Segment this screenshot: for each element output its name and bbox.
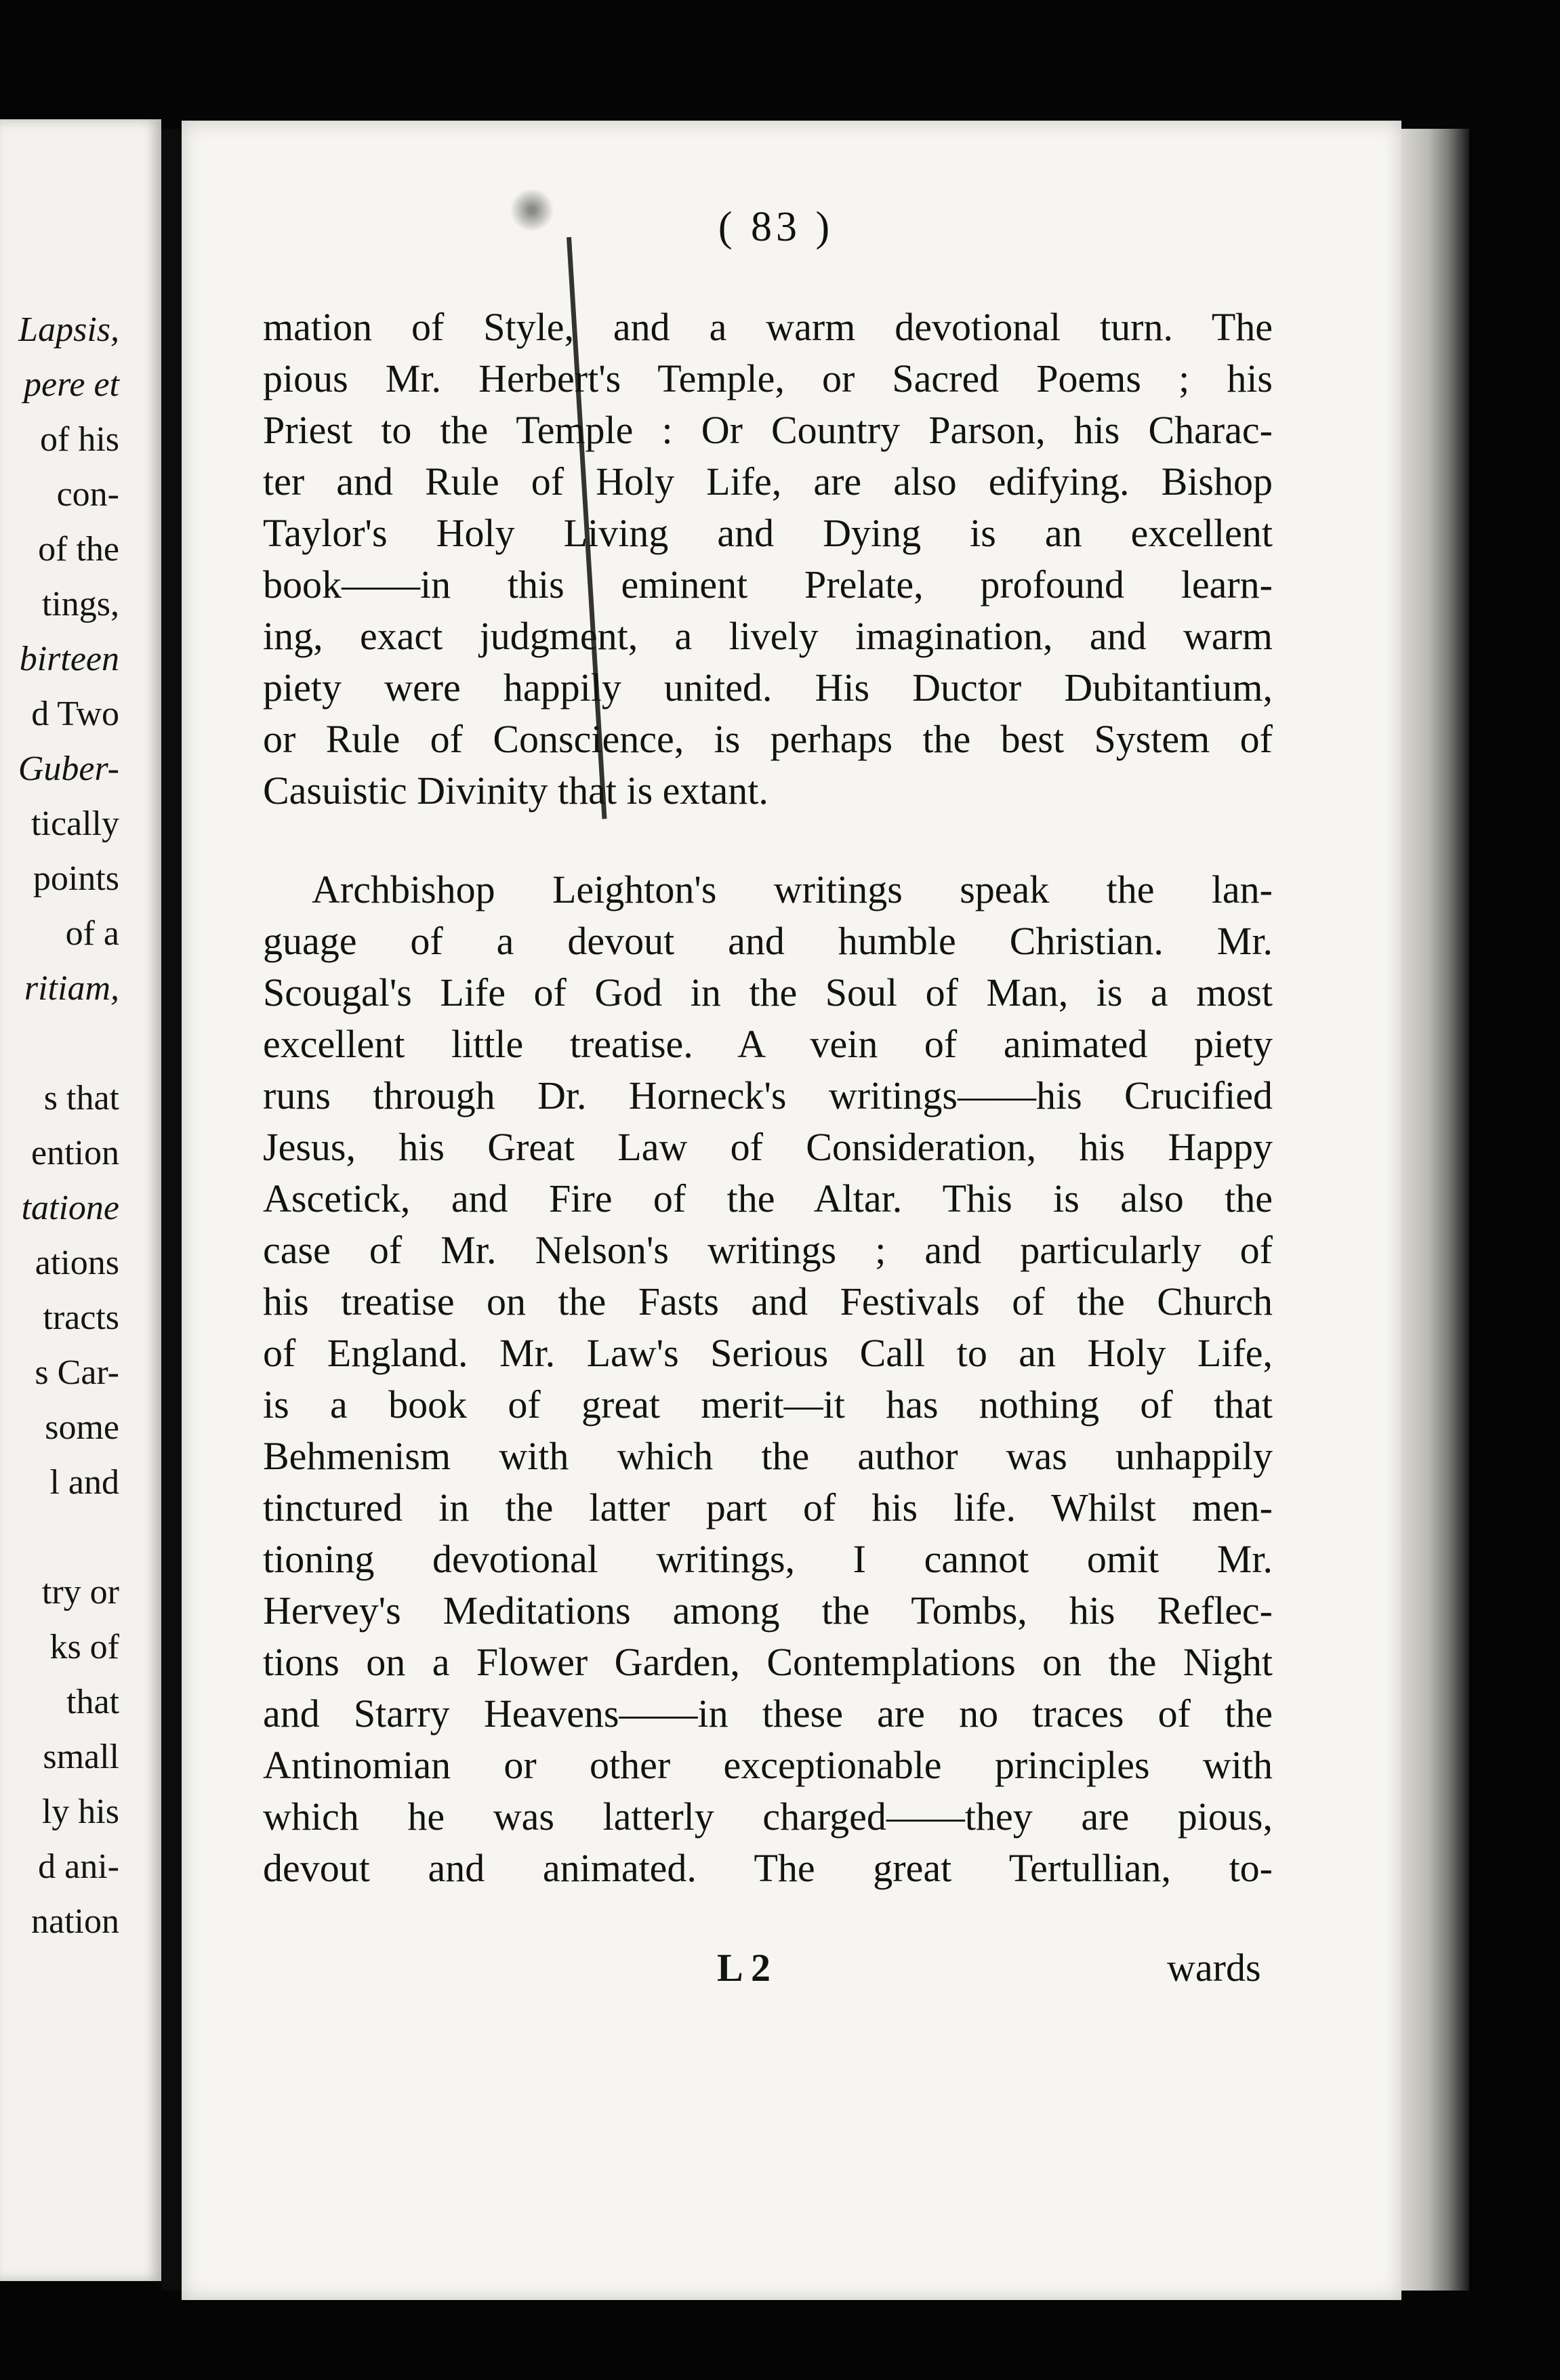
text-line: which he was latterly charged——they are pious, [263,1794,1273,1839]
text-line: Antinomian or other exceptionable principles with [263,1743,1273,1787]
paragraph-1 [263,302,1273,817]
ink-smudge [508,190,556,230]
left-line: birteen [19,640,119,678]
left-line [0,1510,161,1565]
left-line: l and [49,1463,119,1502]
left-line [0,1016,161,1071]
text-line: Behmenism with which the author was unhappily [263,1434,1273,1478]
left-line: some [45,1408,119,1447]
left-line: try or [41,1573,119,1612]
left-line: points [33,859,119,898]
text-line: ter and Rule of Holy Life, are also edifying. Bishop [263,459,1273,504]
left-line: ritiam, [24,969,119,1008]
left-line: tracts [43,1298,119,1337]
text-line: of England. Mr. Law's Serious Call to an Holy Life, [263,1331,1273,1375]
text-line: pious Mr. Herbert's Temple, or Sacred Poems ; his [263,356,1273,401]
left-line: Guber- [18,750,119,788]
text-line: ing, exact judgment, a lively imagination, and warm [263,614,1273,658]
text-line: mation of Style, and a warm devotional turn. The [263,305,1273,349]
left-line: of the [38,530,119,569]
left-line: ations [35,1244,119,1282]
text-line: Casuistic Divinity that is extant. [263,768,768,813]
left-line: con- [56,475,119,514]
text-line: or Rule of Conscience, is perhaps the best System of [263,717,1273,761]
left-line: tically [31,804,119,843]
left-line: s Car- [35,1353,119,1392]
text-line: case of Mr. Nelson's writings ; and particularly of [263,1228,1273,1272]
text-line: tions on a Flower Garden, Contemplations on the Night [263,1640,1273,1684]
left-line: ly his [41,1792,119,1831]
left-line: tatione [21,1189,119,1227]
catchword: wards [1167,1946,1261,1990]
text-line: runs through Dr. Horneck's writings——his Crucified [263,1073,1273,1117]
left-line: of a [65,914,119,953]
left-line: s that [43,1079,119,1117]
left-line: d ani- [38,1847,119,1886]
main-text-block [263,302,1273,1894]
text-line: tinctured in the latter part of his life. Whilst men- [263,1485,1273,1530]
left-line: that [66,1683,119,1721]
text-line: Priest to the Temple : Or Country Parson, his Charac- [263,408,1273,452]
page-number: ( 83 ) [718,204,834,250]
text-line: Taylor's Holy Living and Dying is an excellent [263,511,1273,555]
text-line: his treatise on the Fasts and Festivals of the Church [263,1279,1273,1324]
left-line: nation [31,1902,119,1941]
text-line: Scougal's Life of God in the Soul of Man, is a most [263,970,1273,1014]
left-line: tings, [41,585,119,623]
left-line: pere et [24,365,119,404]
text-line: is a book of great merit—it has nothing of that [263,1382,1273,1427]
page-edge [1401,129,1469,2291]
text-line: Hervey's Meditations among the Tombs, his Reflec- [263,1588,1273,1633]
signature-mark: L 2 [717,1946,771,1990]
text-line: devout and animated. The great Tertullian, to- [263,1846,1273,1890]
text-line: Ascetick, and Fire of the Altar. This is also the [263,1176,1273,1220]
text-line: book——in this eminent Prelate, profound learn- [263,562,1273,607]
left-line: Lapsis, [18,310,119,349]
left-page-fragment [0,119,161,2281]
left-line: small [43,1738,119,1776]
text-line: Jesus, his Great Law of Consideration, his Happy [263,1125,1273,1169]
paragraph-2 [263,864,1273,1894]
left-line: ks of [49,1628,119,1666]
text-line: piety were happily united. His Ductor Dubitantium, [263,665,1273,710]
left-line: ention [31,1134,119,1172]
left-line: of his [40,420,119,459]
left-line: d Two [31,695,119,733]
text-line: guage of a devout and humble Christian. Mr. [263,919,1273,963]
text-line: excellent little treatise. A vein of animated piety [263,1022,1273,1066]
text-line: Archbishop Leighton's writings speak the lan- [312,867,1273,911]
text-line: tioning devotional writings, I cannot omit Mr. [263,1537,1273,1581]
text-line: and Starry Heavens——in these are no traces of the [263,1691,1273,1736]
left-page-text-column [0,302,161,1949]
